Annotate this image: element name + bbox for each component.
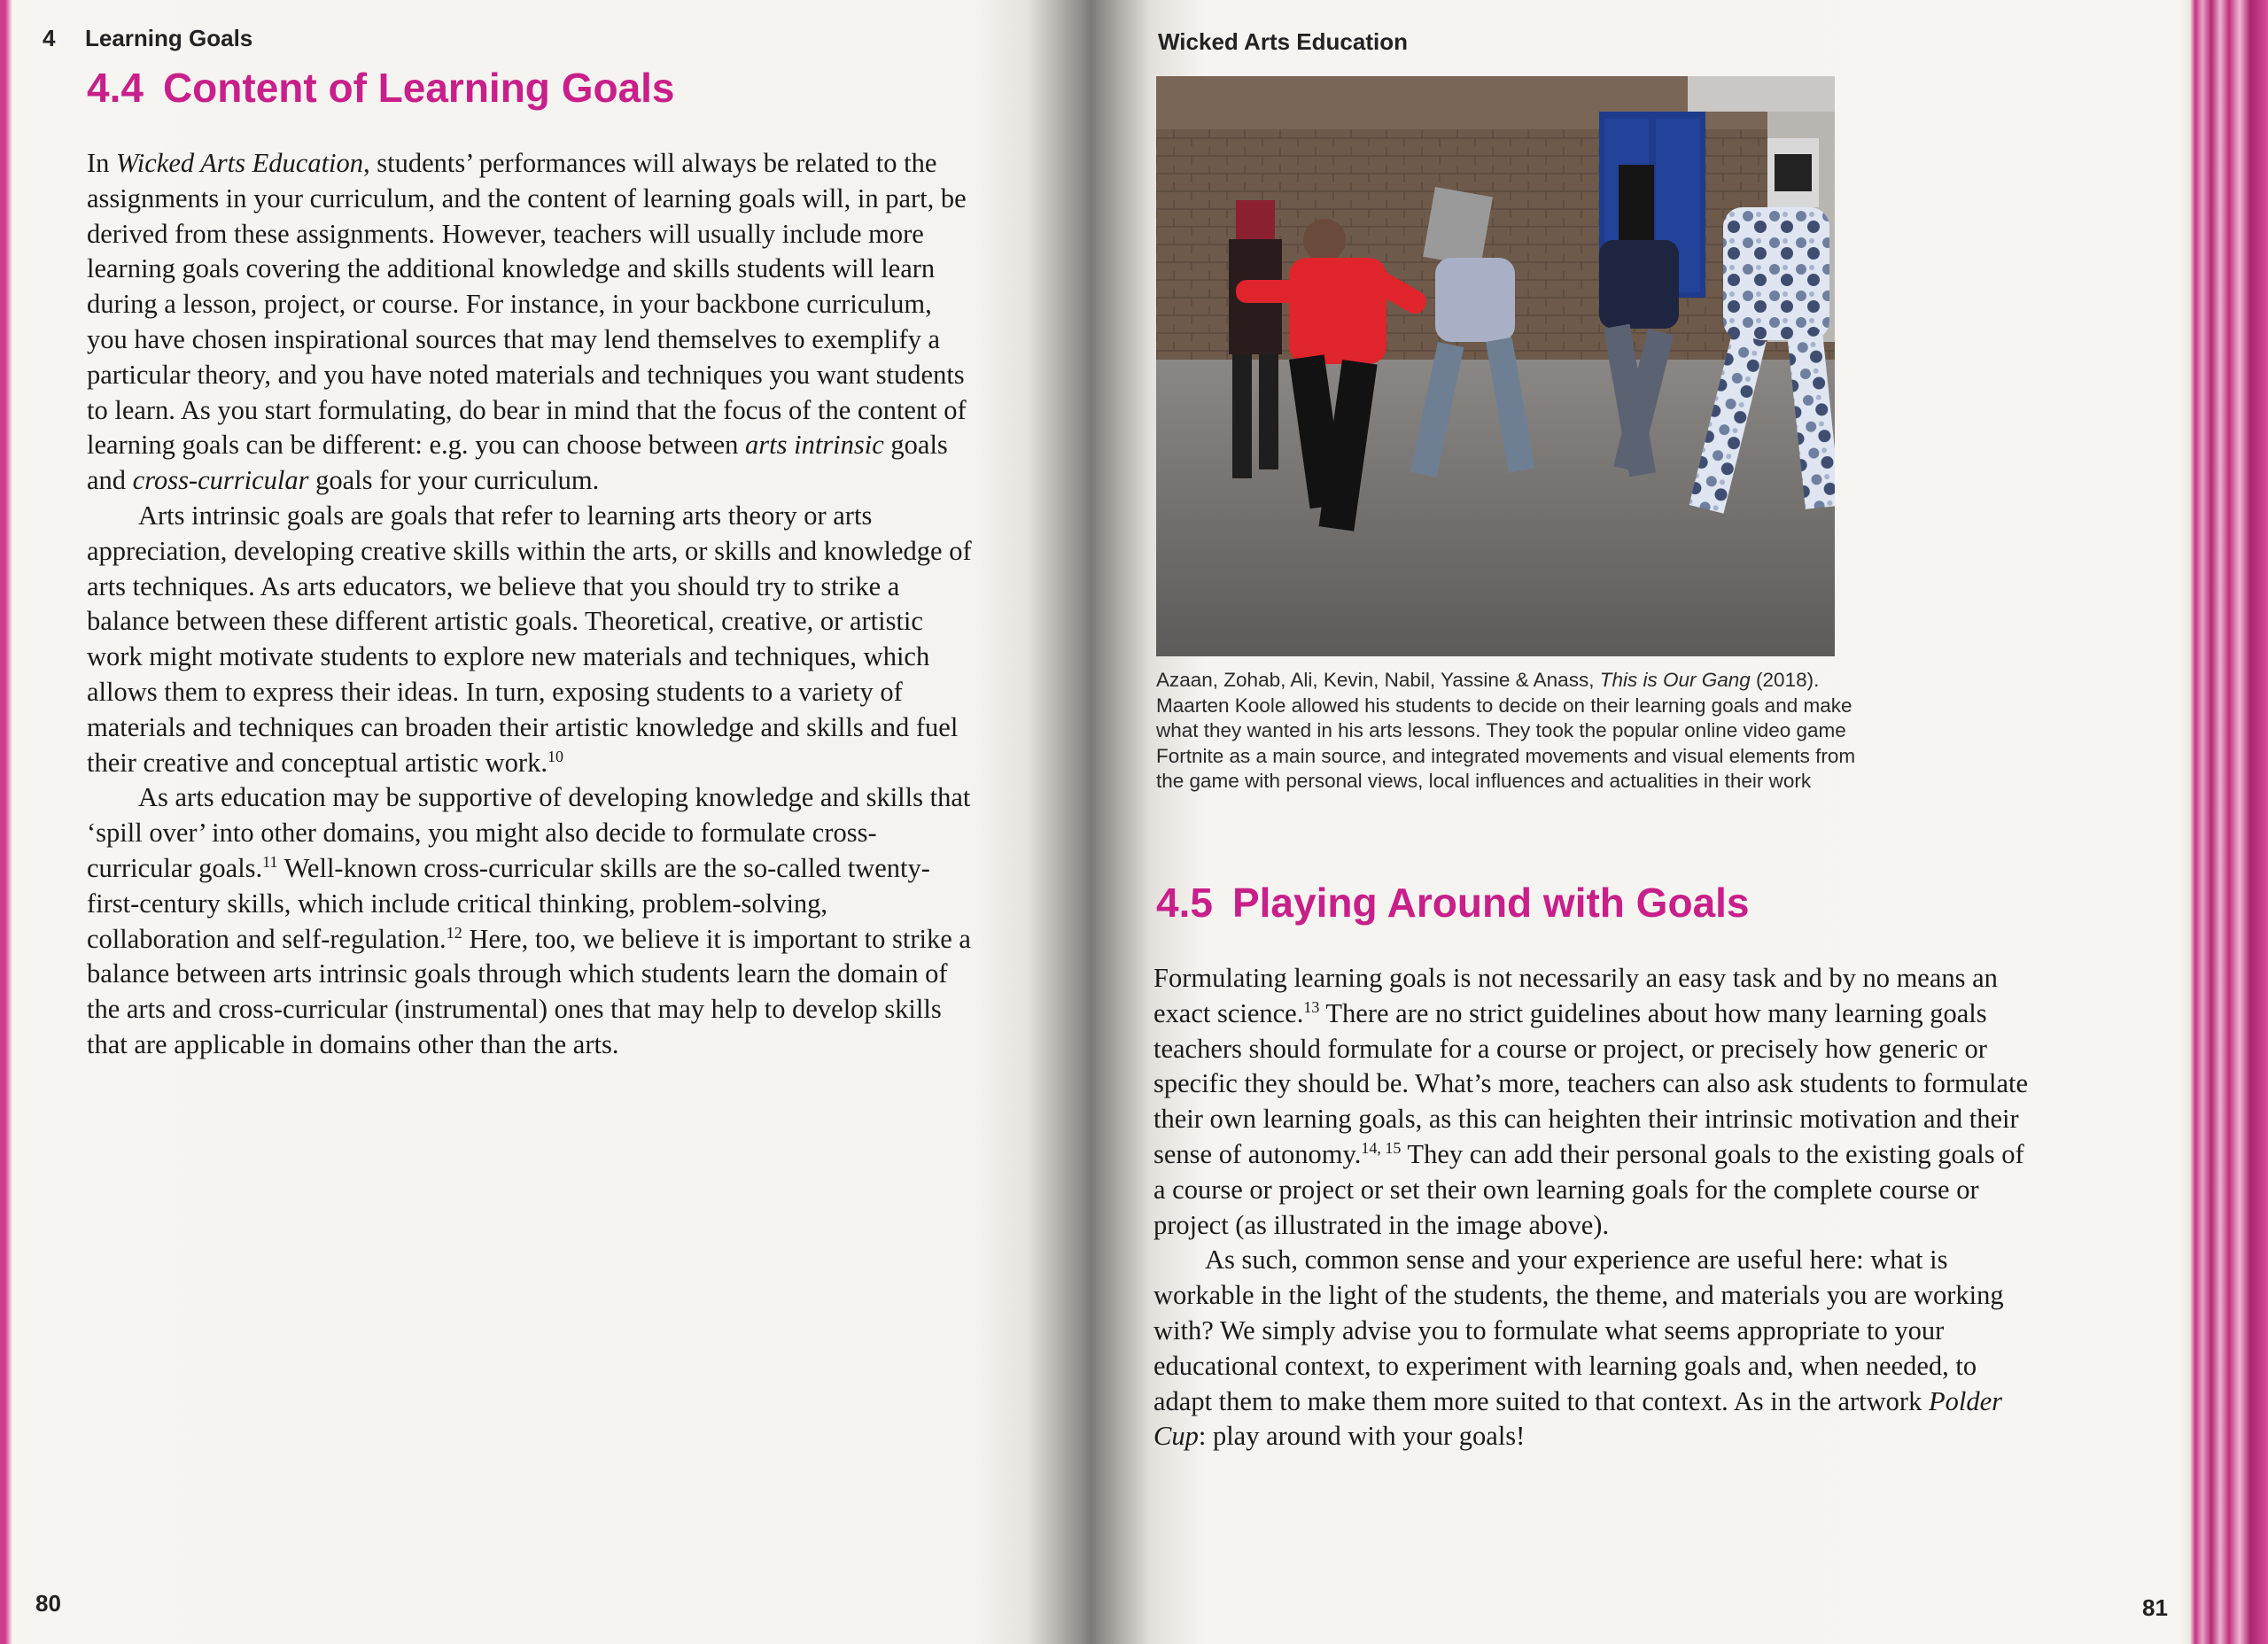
running-head: Wicked Arts Education (1158, 28, 1408, 55)
section-title: Playing Around with Goals (1231, 880, 1750, 926)
section-number: 4.4 (87, 65, 144, 111)
left-page (0, 0, 1099, 1644)
footnote-ref: 13 (1303, 997, 1320, 1016)
body-text-right (1153, 961, 2039, 1454)
paragraph: As arts education may be supportive of developing knowledge and skills that ‘spill over’ into other domains, you might also decide to formulate cross-curricular goals.$^{11}$ Well-known cross-curricular skills are the so-called twenty-first-century skills, which include critical thinking, problem-solving, collaboration and self-regulation.$^{12}$ Here, too, we believe it is important to strike a balance between arts intrinsic goals through which students learn the domain of the arts and cross-curricular (instrumental) ones that may help to develop skills that are applicable in domains other than the arts. (87, 782, 971, 1059)
footnote-ref: 11 (262, 852, 278, 871)
photo-illustration (1156, 76, 1835, 656)
chapter-number: 4 (43, 25, 56, 51)
paragraph: Formulating learning goals is not necessarily an easy task and by no means an exact science.$^{13}$ There are no strict guidelines about how many learning goals teachers should formulate for a course or project, or precisely how generic or specific they should be. What’s more, teachers can also ask students to formulate their own learning goals, as this can heighten their intrinsic motivation and their sense of autonomy.$^{14, 15}$ They can add their personal goals to the existing goals of a course or project or set their own learning goals for the complete course or project (as illustrated in the image above). (1153, 963, 2029, 1240)
paragraph: In Wicked Arts Education, students’ performances will always be related to the assignments in your curriculum, and the content of learning goals will, in part, be derived from these assignments. However, teachers will usually include more learning goals covering the additional knowledge and skills students will learn during a lesson, project, or course. For instance, in your backbone curriculum, you have chosen inspirational sources that may lend themselves to exemplify a particular theory, and you have noted materials and techniques you want students to learn. As you start formulating, do bear in mind that the focus of the content of learning goals can be different: e.g. you can choose between arts intrinsic goals and cross-curricular goals for your curriculum. (87, 148, 967, 496)
page-number: 80 (35, 1590, 61, 1617)
footnote-ref: 10 (547, 747, 563, 765)
paragraph: As such, common sense and your experience are useful here: what is workable in the light of the students, the theme, and materials you are working with? We simply advise you to formulate what seems appropriate to your educational context, to experiment with learning goals and, when needed, to adapt them to make them more suited to that context. As in the artwork Polder Cup: play around with your goals! (1153, 1245, 2004, 1452)
caption-artwork-title: This is Our Gang (1599, 669, 1751, 691)
running-head: Learning Goals (85, 25, 253, 51)
caption-text: (2018). Maarten Koole allowed his students to decide on their learning goals and make what they wanted in his arts lessons. They took the popular online video game Fortnite as a main source, and integrated movements and visual elements from the game with personal views, local influences and actualities in their work (1156, 669, 1856, 792)
section-title: Content of Learning Goals (162, 65, 675, 111)
section-heading (87, 64, 675, 112)
photo-caption (1156, 668, 1856, 795)
page-number: 81 (2142, 1594, 2168, 1621)
section-heading (1156, 879, 1750, 927)
footnote-ref: 12 (446, 923, 462, 942)
caption-credit: Azaan, Zohab, Ali, Kevin, Nabil, Yassine & Anass, (1156, 669, 1595, 691)
artwork-photo (1156, 76, 1835, 656)
paragraph: Arts intrinsic goals are goals that refer to learning arts theory or arts appreciation, developing creative skills within the arts, or skills and knowledge of arts techniques. As arts educators, we believe that you should try to strike a balance between these different artistic goals. Theoretical, creative, or artistic work might motivate students to explore new materials and techniques, which allows them to express their ideas. In turn, exposing students to a variety of materials and techniques can broaden their artistic knowledge and skills and fuel their creative and conceptual artistic work.$^{10}$ (87, 500, 972, 778)
body-text-left (87, 146, 973, 1063)
section-number: 4.5 (1156, 880, 1213, 926)
footnote-ref: 14, 15 (1361, 1138, 1402, 1157)
